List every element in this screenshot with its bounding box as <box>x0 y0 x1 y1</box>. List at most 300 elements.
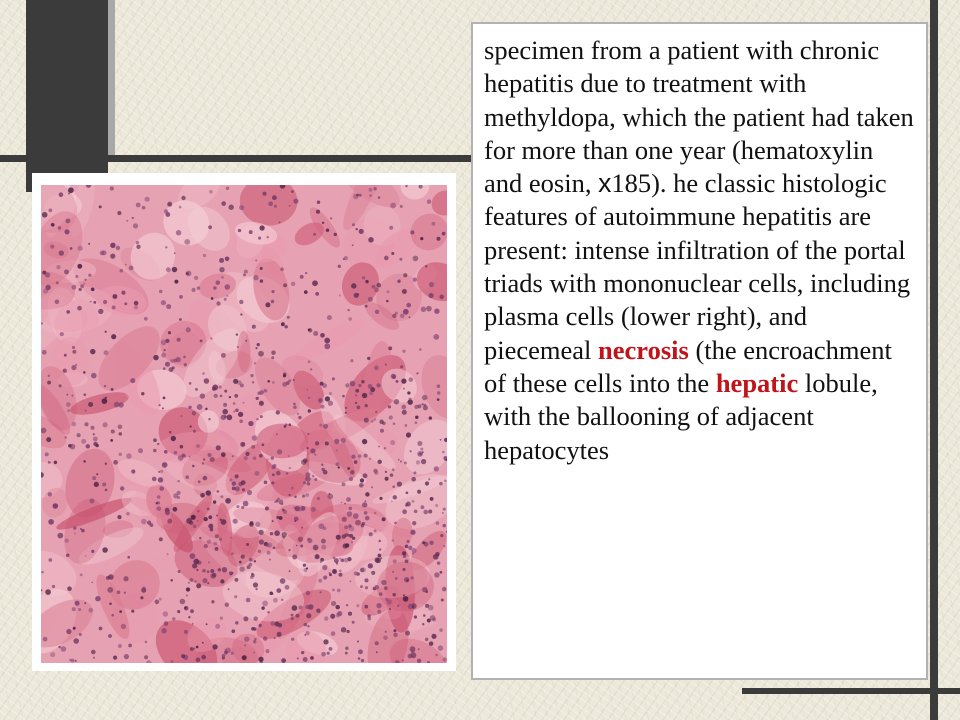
cell-nucleus <box>119 432 123 436</box>
cell-nucleus <box>173 359 177 363</box>
cell-nucleus <box>219 538 222 541</box>
cell-nucleus <box>436 237 440 241</box>
cell-nucleus <box>299 605 303 609</box>
cell-nucleus <box>242 655 247 660</box>
cell-nucleus <box>226 187 229 190</box>
cell-nucleus <box>313 233 316 236</box>
cell-nucleus <box>99 205 102 208</box>
cell-nucleus <box>400 460 402 462</box>
cell-nucleus <box>48 519 54 525</box>
cell-nucleus <box>179 295 183 299</box>
cell-nucleus <box>318 398 323 403</box>
cell-nucleus <box>202 372 205 375</box>
cell-nucleus <box>58 646 60 648</box>
cell-nucleus <box>345 652 348 655</box>
cell-nucleus <box>51 223 55 227</box>
cell-nucleus <box>375 411 377 413</box>
cell-nucleus <box>406 491 409 494</box>
cell-nucleus <box>357 641 359 643</box>
cell-nucleus <box>177 480 179 482</box>
cell-nucleus <box>117 590 121 594</box>
cell-nucleus <box>163 611 169 617</box>
cell-nucleus <box>48 461 51 464</box>
cell-nucleus <box>410 230 414 234</box>
cell-nucleus <box>283 283 287 287</box>
cell-nucleus <box>111 429 115 433</box>
cell-nucleus <box>294 517 299 522</box>
cell-nucleus <box>259 539 264 544</box>
cell-nucleus <box>337 589 341 593</box>
cell-nucleus <box>180 445 184 449</box>
cell-nucleus <box>368 563 373 568</box>
cell-nucleus <box>334 558 339 563</box>
cell-nucleus <box>365 404 368 407</box>
cell-nucleus <box>111 614 114 617</box>
cell-nucleus <box>159 486 164 491</box>
cell-nucleus <box>171 436 176 441</box>
cell-nucleus <box>245 340 247 342</box>
cell-nucleus <box>197 286 200 289</box>
cell-nucleus <box>88 274 91 277</box>
cell-nucleus <box>247 565 251 569</box>
cell-nucleus <box>365 586 368 589</box>
cell-nucleus <box>412 521 416 525</box>
cell-nucleus <box>246 543 249 546</box>
cell-nucleus <box>330 217 332 219</box>
cell-nucleus <box>300 275 304 279</box>
cell-nucleus <box>214 394 218 398</box>
cell-nucleus <box>371 571 375 575</box>
cell-nucleus <box>144 317 148 321</box>
cell-nucleus <box>156 502 158 504</box>
cell-nucleus <box>167 519 172 524</box>
cell-nucleus <box>344 503 346 505</box>
cell-nucleus <box>207 582 209 584</box>
cell-nucleus <box>244 636 250 642</box>
cell-nucleus <box>384 586 388 590</box>
cell-nucleus <box>360 568 364 572</box>
cell-nucleus <box>253 456 256 459</box>
cell-nucleus <box>303 657 308 662</box>
cell-nucleus <box>153 438 157 442</box>
cell-nucleus <box>230 537 232 539</box>
cell-nucleus <box>45 589 51 595</box>
cell-nucleus <box>229 571 232 574</box>
cell-nucleus <box>348 317 352 321</box>
cell-nucleus <box>136 241 139 244</box>
cell-nucleus <box>141 519 147 525</box>
cell-nucleus <box>225 603 229 607</box>
cell-nucleus <box>348 612 352 616</box>
cell-nucleus <box>324 343 330 349</box>
cell-nucleus <box>207 570 210 573</box>
cell-nucleus <box>184 363 187 366</box>
cell-nucleus <box>312 475 315 478</box>
cell-nucleus <box>393 629 396 632</box>
cell-nucleus <box>165 362 170 367</box>
cell-nucleus <box>225 498 231 504</box>
cell-nucleus <box>136 245 140 249</box>
cell-nucleus <box>200 339 203 342</box>
cell-nucleus <box>329 647 333 651</box>
cell-nucleus <box>408 546 412 550</box>
cell-nucleus <box>118 644 122 648</box>
cell-nucleus <box>288 455 290 457</box>
cell-nucleus <box>71 395 73 397</box>
cell-nucleus <box>162 407 164 409</box>
cell-nucleus <box>319 591 321 593</box>
cell-nucleus <box>313 331 318 336</box>
cell-nucleus <box>258 237 261 240</box>
cell-nucleus <box>358 649 363 654</box>
cell-nucleus <box>159 290 162 293</box>
cell-nucleus <box>419 453 422 456</box>
cell-nucleus <box>409 398 412 401</box>
cell-nucleus <box>281 599 283 601</box>
cell-nucleus <box>260 279 263 282</box>
cell-nucleus <box>289 423 292 426</box>
cell-nucleus <box>401 378 406 383</box>
cell-nucleus <box>170 579 173 582</box>
cell-nucleus <box>227 415 233 421</box>
cell-nucleus <box>224 390 227 393</box>
cell-nucleus <box>377 610 381 614</box>
cell-nucleus <box>177 338 181 342</box>
cell-nucleus <box>267 611 270 614</box>
cell-nucleus <box>166 304 171 309</box>
cell-nucleus <box>332 377 335 380</box>
cell-nucleus <box>110 439 113 442</box>
cell-nucleus <box>213 500 216 503</box>
cell-nucleus <box>384 256 389 261</box>
cell-nucleus <box>130 378 135 383</box>
cell-nucleus <box>253 652 255 654</box>
cell-nucleus <box>60 332 64 336</box>
cell-nucleus <box>192 623 194 625</box>
cell-nucleus <box>315 554 320 559</box>
cell-nucleus <box>71 285 76 290</box>
cell-nucleus <box>279 221 281 223</box>
cell-nucleus <box>428 478 430 480</box>
cell-nucleus <box>186 518 192 524</box>
cell-nucleus <box>429 641 434 646</box>
cell-nucleus <box>350 470 355 475</box>
cell-nucleus <box>64 354 67 357</box>
cell-nucleus <box>410 530 415 535</box>
cell-nucleus <box>312 280 318 286</box>
cell-nucleus <box>196 646 199 649</box>
cell-nucleus <box>362 276 365 279</box>
cell-nucleus <box>225 257 230 262</box>
cell-nucleus <box>289 205 291 207</box>
cell-nucleus <box>192 411 197 416</box>
cell-nucleus <box>221 276 224 279</box>
cell-nucleus <box>368 297 373 302</box>
cell-nucleus <box>119 610 122 613</box>
cell-nucleus <box>113 460 118 465</box>
cell-nucleus <box>291 614 294 617</box>
cell-nucleus <box>204 378 210 384</box>
cell-nucleus <box>234 578 238 582</box>
cell-nucleus <box>413 278 417 282</box>
cell-nucleus <box>210 337 212 339</box>
cell-nucleus <box>439 295 444 300</box>
cell-nucleus <box>207 453 211 457</box>
cell-nucleus <box>292 554 297 559</box>
cell-nucleus <box>221 353 226 358</box>
cell-nucleus <box>324 616 328 620</box>
cell-nucleus <box>271 481 274 484</box>
cell-nucleus <box>413 256 419 262</box>
cell-nucleus <box>110 254 115 259</box>
cell-nucleus <box>259 624 262 627</box>
cell-nucleus <box>80 528 82 530</box>
cell-nucleus <box>377 460 381 464</box>
cell-nucleus <box>121 291 125 295</box>
cell-nucleus <box>222 567 227 572</box>
cell-nucleus <box>382 517 386 521</box>
cell-nucleus <box>281 658 286 663</box>
cell-nucleus <box>208 561 210 563</box>
cell-nucleus <box>172 366 175 369</box>
cell-nucleus <box>84 422 88 426</box>
cell-nucleus <box>363 473 368 478</box>
cell-nucleus <box>172 267 177 272</box>
cell-nucleus <box>327 315 332 320</box>
cell-nucleus <box>267 380 270 383</box>
cell-nucleus <box>354 293 359 298</box>
cell-nucleus <box>266 236 268 238</box>
cell-nucleus <box>197 560 201 564</box>
cell-nucleus <box>202 462 204 464</box>
caption-magnification-x: x <box>598 168 612 199</box>
cell-nucleus <box>110 243 115 248</box>
cell-nucleus <box>241 480 246 485</box>
cell-nucleus <box>344 558 349 563</box>
cell-nucleus <box>369 391 373 395</box>
cell-nucleus <box>53 503 59 509</box>
cell-nucleus <box>46 437 51 442</box>
cell-nucleus <box>409 377 414 382</box>
cell-nucleus <box>208 515 212 519</box>
cell-nucleus <box>271 351 275 355</box>
cell-nucleus <box>208 225 212 229</box>
cell-nucleus <box>179 318 182 321</box>
cell-nucleus <box>331 631 336 636</box>
cell-nucleus <box>221 201 226 206</box>
caption-text <box>484 34 916 467</box>
cell-nucleus <box>233 411 235 413</box>
cell-nucleus <box>264 480 268 484</box>
cell-nucleus <box>92 476 96 480</box>
cell-nucleus <box>66 310 70 314</box>
cell-nucleus <box>237 346 239 348</box>
cell-nucleus <box>235 474 239 478</box>
cell-nucleus <box>103 300 107 304</box>
cell-nucleus <box>293 199 298 204</box>
cell-nucleus <box>442 587 447 592</box>
cell-nucleus <box>341 438 346 443</box>
cell-nucleus <box>192 465 194 467</box>
cell-nucleus <box>84 602 86 604</box>
cell-nucleus <box>249 558 253 562</box>
cell-nucleus <box>291 617 294 620</box>
cell-nucleus <box>202 578 207 583</box>
cell-nucleus <box>161 353 166 358</box>
cell-nucleus <box>73 638 79 644</box>
cell-nucleus <box>380 557 382 559</box>
cell-nucleus <box>352 244 354 246</box>
cell-nucleus <box>132 217 134 219</box>
cell-nucleus <box>423 510 428 515</box>
cell-nucleus <box>48 375 50 377</box>
cell-nucleus <box>336 613 341 618</box>
cell-nucleus <box>252 435 258 441</box>
cell-nucleus <box>104 350 109 355</box>
cell-nucleus <box>320 382 324 386</box>
cell-nucleus <box>291 190 294 193</box>
cell-nucleus <box>95 444 99 448</box>
cell-nucleus <box>180 599 186 605</box>
cell-nucleus <box>396 380 399 383</box>
cell-nucleus <box>269 591 273 595</box>
cell-nucleus <box>159 598 162 601</box>
cell-nucleus <box>55 300 60 305</box>
cell-nucleus <box>48 492 52 496</box>
cell-nucleus <box>314 454 316 456</box>
cell-nucleus <box>403 273 407 277</box>
cell-nucleus <box>194 580 196 582</box>
cell-nucleus <box>423 614 426 617</box>
cell-nucleus <box>403 388 405 390</box>
cell-nucleus <box>273 546 276 549</box>
cell-nucleus <box>379 592 383 596</box>
cell-nucleus <box>99 627 103 631</box>
cell-nucleus <box>341 559 345 563</box>
cell-nucleus <box>382 422 385 425</box>
cell-nucleus <box>402 551 406 555</box>
cell-nucleus <box>308 360 311 363</box>
cell-nucleus <box>134 305 138 309</box>
cell-nucleus <box>107 587 113 593</box>
decorative-horizontal-line <box>0 155 480 162</box>
cell-nucleus <box>233 379 238 384</box>
cell-nucleus <box>414 615 417 618</box>
cell-nucleus <box>42 350 47 355</box>
cell-nucleus <box>63 369 67 373</box>
cell-nucleus <box>161 628 166 633</box>
cell-nucleus <box>64 269 69 274</box>
cell-nucleus <box>373 587 376 590</box>
cell-nucleus <box>392 593 395 596</box>
cell-nucleus <box>425 590 428 593</box>
cell-nucleus <box>339 294 341 296</box>
cell-nucleus <box>271 300 275 304</box>
cell-nucleus <box>73 526 77 530</box>
cell-nucleus <box>190 553 196 559</box>
cell-nucleus <box>94 482 99 487</box>
cell-nucleus <box>415 421 418 424</box>
cell-nucleus <box>349 507 352 510</box>
cell-nucleus <box>232 481 237 486</box>
cell-nucleus <box>293 403 296 406</box>
cell-nucleus <box>270 621 275 626</box>
cell-nucleus <box>440 571 443 574</box>
cell-nucleus <box>252 325 256 329</box>
cell-nucleus <box>108 574 114 580</box>
cell-nucleus <box>266 544 269 547</box>
cell-nucleus <box>305 272 307 274</box>
cell-nucleus <box>91 373 97 379</box>
cell-nucleus <box>241 554 245 558</box>
cell-nucleus <box>70 247 73 250</box>
cell-nucleus <box>66 394 68 396</box>
cell-nucleus <box>225 284 231 290</box>
cell-nucleus <box>164 349 166 351</box>
cell-nucleus <box>262 443 265 446</box>
cell-nucleus <box>162 462 168 468</box>
cell-nucleus <box>116 246 120 250</box>
cell-nucleus <box>306 447 308 449</box>
cell-nucleus <box>373 187 377 191</box>
cell-nucleus <box>403 596 409 602</box>
cell-nucleus <box>360 585 363 588</box>
cell-nucleus <box>226 295 228 297</box>
cell-nucleus <box>153 355 158 360</box>
cell-nucleus <box>90 301 92 303</box>
cell-nucleus <box>339 573 343 577</box>
cell-nucleus <box>240 442 245 447</box>
cell-nucleus <box>118 402 123 407</box>
cell-nucleus <box>436 521 440 525</box>
cell-nucleus <box>272 381 275 384</box>
cell-nucleus <box>83 371 86 374</box>
cell-nucleus <box>235 621 239 625</box>
cell-nucleus <box>291 638 294 641</box>
cell-nucleus <box>238 229 241 232</box>
cell-nucleus <box>301 460 306 465</box>
cell-nucleus <box>72 422 77 427</box>
cell-nucleus <box>342 482 346 486</box>
cell-nucleus <box>117 211 121 215</box>
cell-nucleus <box>319 424 322 427</box>
cell-nucleus <box>68 187 74 193</box>
cell-nucleus <box>229 205 234 210</box>
cell-nucleus <box>105 397 107 399</box>
cell-nucleus <box>219 258 224 263</box>
cell-nucleus <box>374 366 379 371</box>
cell-nucleus <box>81 439 86 444</box>
cell-nucleus <box>359 194 362 197</box>
cell-nucleus <box>111 388 114 391</box>
cell-nucleus <box>232 455 234 457</box>
cell-nucleus <box>267 459 269 461</box>
cell-nucleus <box>83 460 86 463</box>
cell-nucleus <box>322 565 327 570</box>
cell-nucleus <box>207 507 210 510</box>
cell-nucleus <box>79 288 82 291</box>
cell-nucleus <box>298 416 301 419</box>
cell-nucleus <box>178 455 184 461</box>
cell-nucleus <box>308 409 311 412</box>
cell-nucleus <box>424 404 427 407</box>
cell-nucleus <box>303 564 306 567</box>
cell-nucleus <box>389 608 391 610</box>
cell-nucleus <box>228 588 230 590</box>
cell-nucleus <box>255 260 257 262</box>
cell-nucleus <box>371 420 373 422</box>
cell-nucleus <box>68 444 72 448</box>
